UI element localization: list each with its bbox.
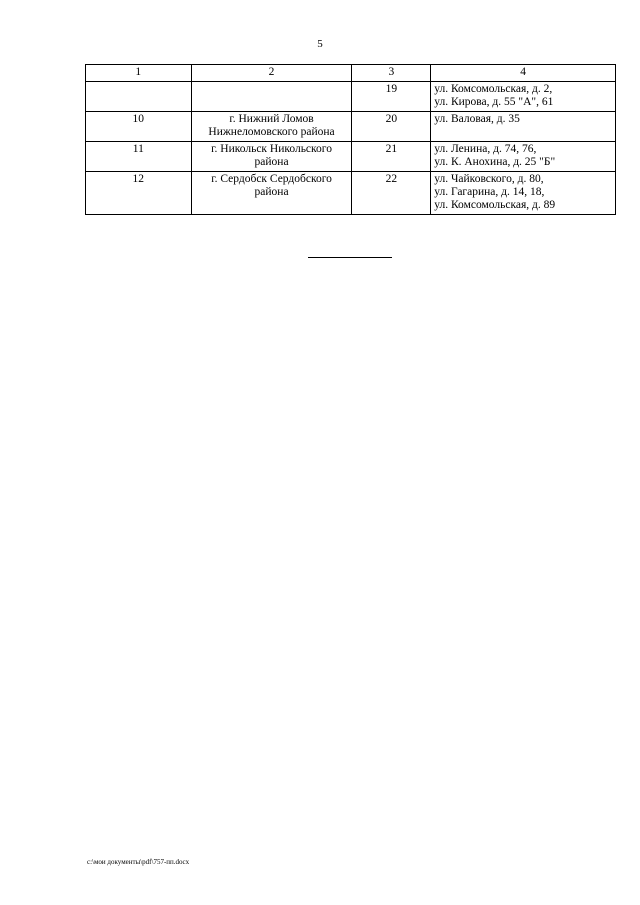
address-line: ул. Кирова, д. 55 "А", 61 [434, 96, 554, 108]
column-header-4: 4 [431, 65, 616, 82]
column-header-2: 2 [191, 65, 352, 82]
address-line: ул. Гагарина, д. 14, 18, [434, 186, 545, 198]
district-line: района [254, 156, 289, 168]
row-addresses [431, 172, 616, 215]
row-addresses [431, 82, 616, 112]
row-number: 22 [352, 172, 431, 215]
district-line: г. Нижний Ломов [229, 113, 314, 125]
row-addresses [431, 112, 616, 142]
row-no: 12 [86, 172, 192, 215]
row-district [191, 82, 352, 112]
row-number: 19 [352, 82, 431, 112]
page-number: 5 [317, 38, 323, 50]
row-district [191, 112, 352, 142]
address-line: ул. Валовая, д. 35 [434, 113, 520, 125]
column-header-3: 3 [352, 65, 431, 82]
row-district [191, 172, 352, 215]
end-of-document-rule [308, 257, 392, 258]
district-line: Нижнеломовского района [208, 126, 335, 138]
table-row [86, 172, 616, 215]
row-addresses [431, 142, 616, 172]
address-table [85, 64, 616, 215]
column-header-1: 1 [86, 65, 192, 82]
address-line: ул. Ленина, д. 74, 76, [434, 143, 537, 155]
row-number: 21 [352, 142, 431, 172]
table-header-row [86, 65, 616, 82]
table-row [86, 82, 616, 112]
district-line: г. Сердобск Сердобского [211, 173, 332, 185]
row-no: 11 [86, 142, 192, 172]
table-row [86, 112, 616, 142]
district-line: г. Никольск Никольского [211, 143, 332, 155]
address-line: ул. К. Анохина, д. 25 "Б" [434, 156, 556, 168]
row-no [86, 82, 192, 112]
row-district [191, 142, 352, 172]
table-row [86, 142, 616, 172]
address-line: ул. Комсомольская, д. 89 [434, 199, 556, 211]
row-number: 20 [352, 112, 431, 142]
row-no: 10 [86, 112, 192, 142]
address-line: ул. Комсомольская, д. 2, [434, 83, 553, 95]
district-line: района [254, 186, 289, 198]
address-line: ул. Чайковского, д. 80, [434, 173, 544, 185]
footer-file-path: c:\мои документы\pdf\757-пп.docx [87, 858, 190, 866]
